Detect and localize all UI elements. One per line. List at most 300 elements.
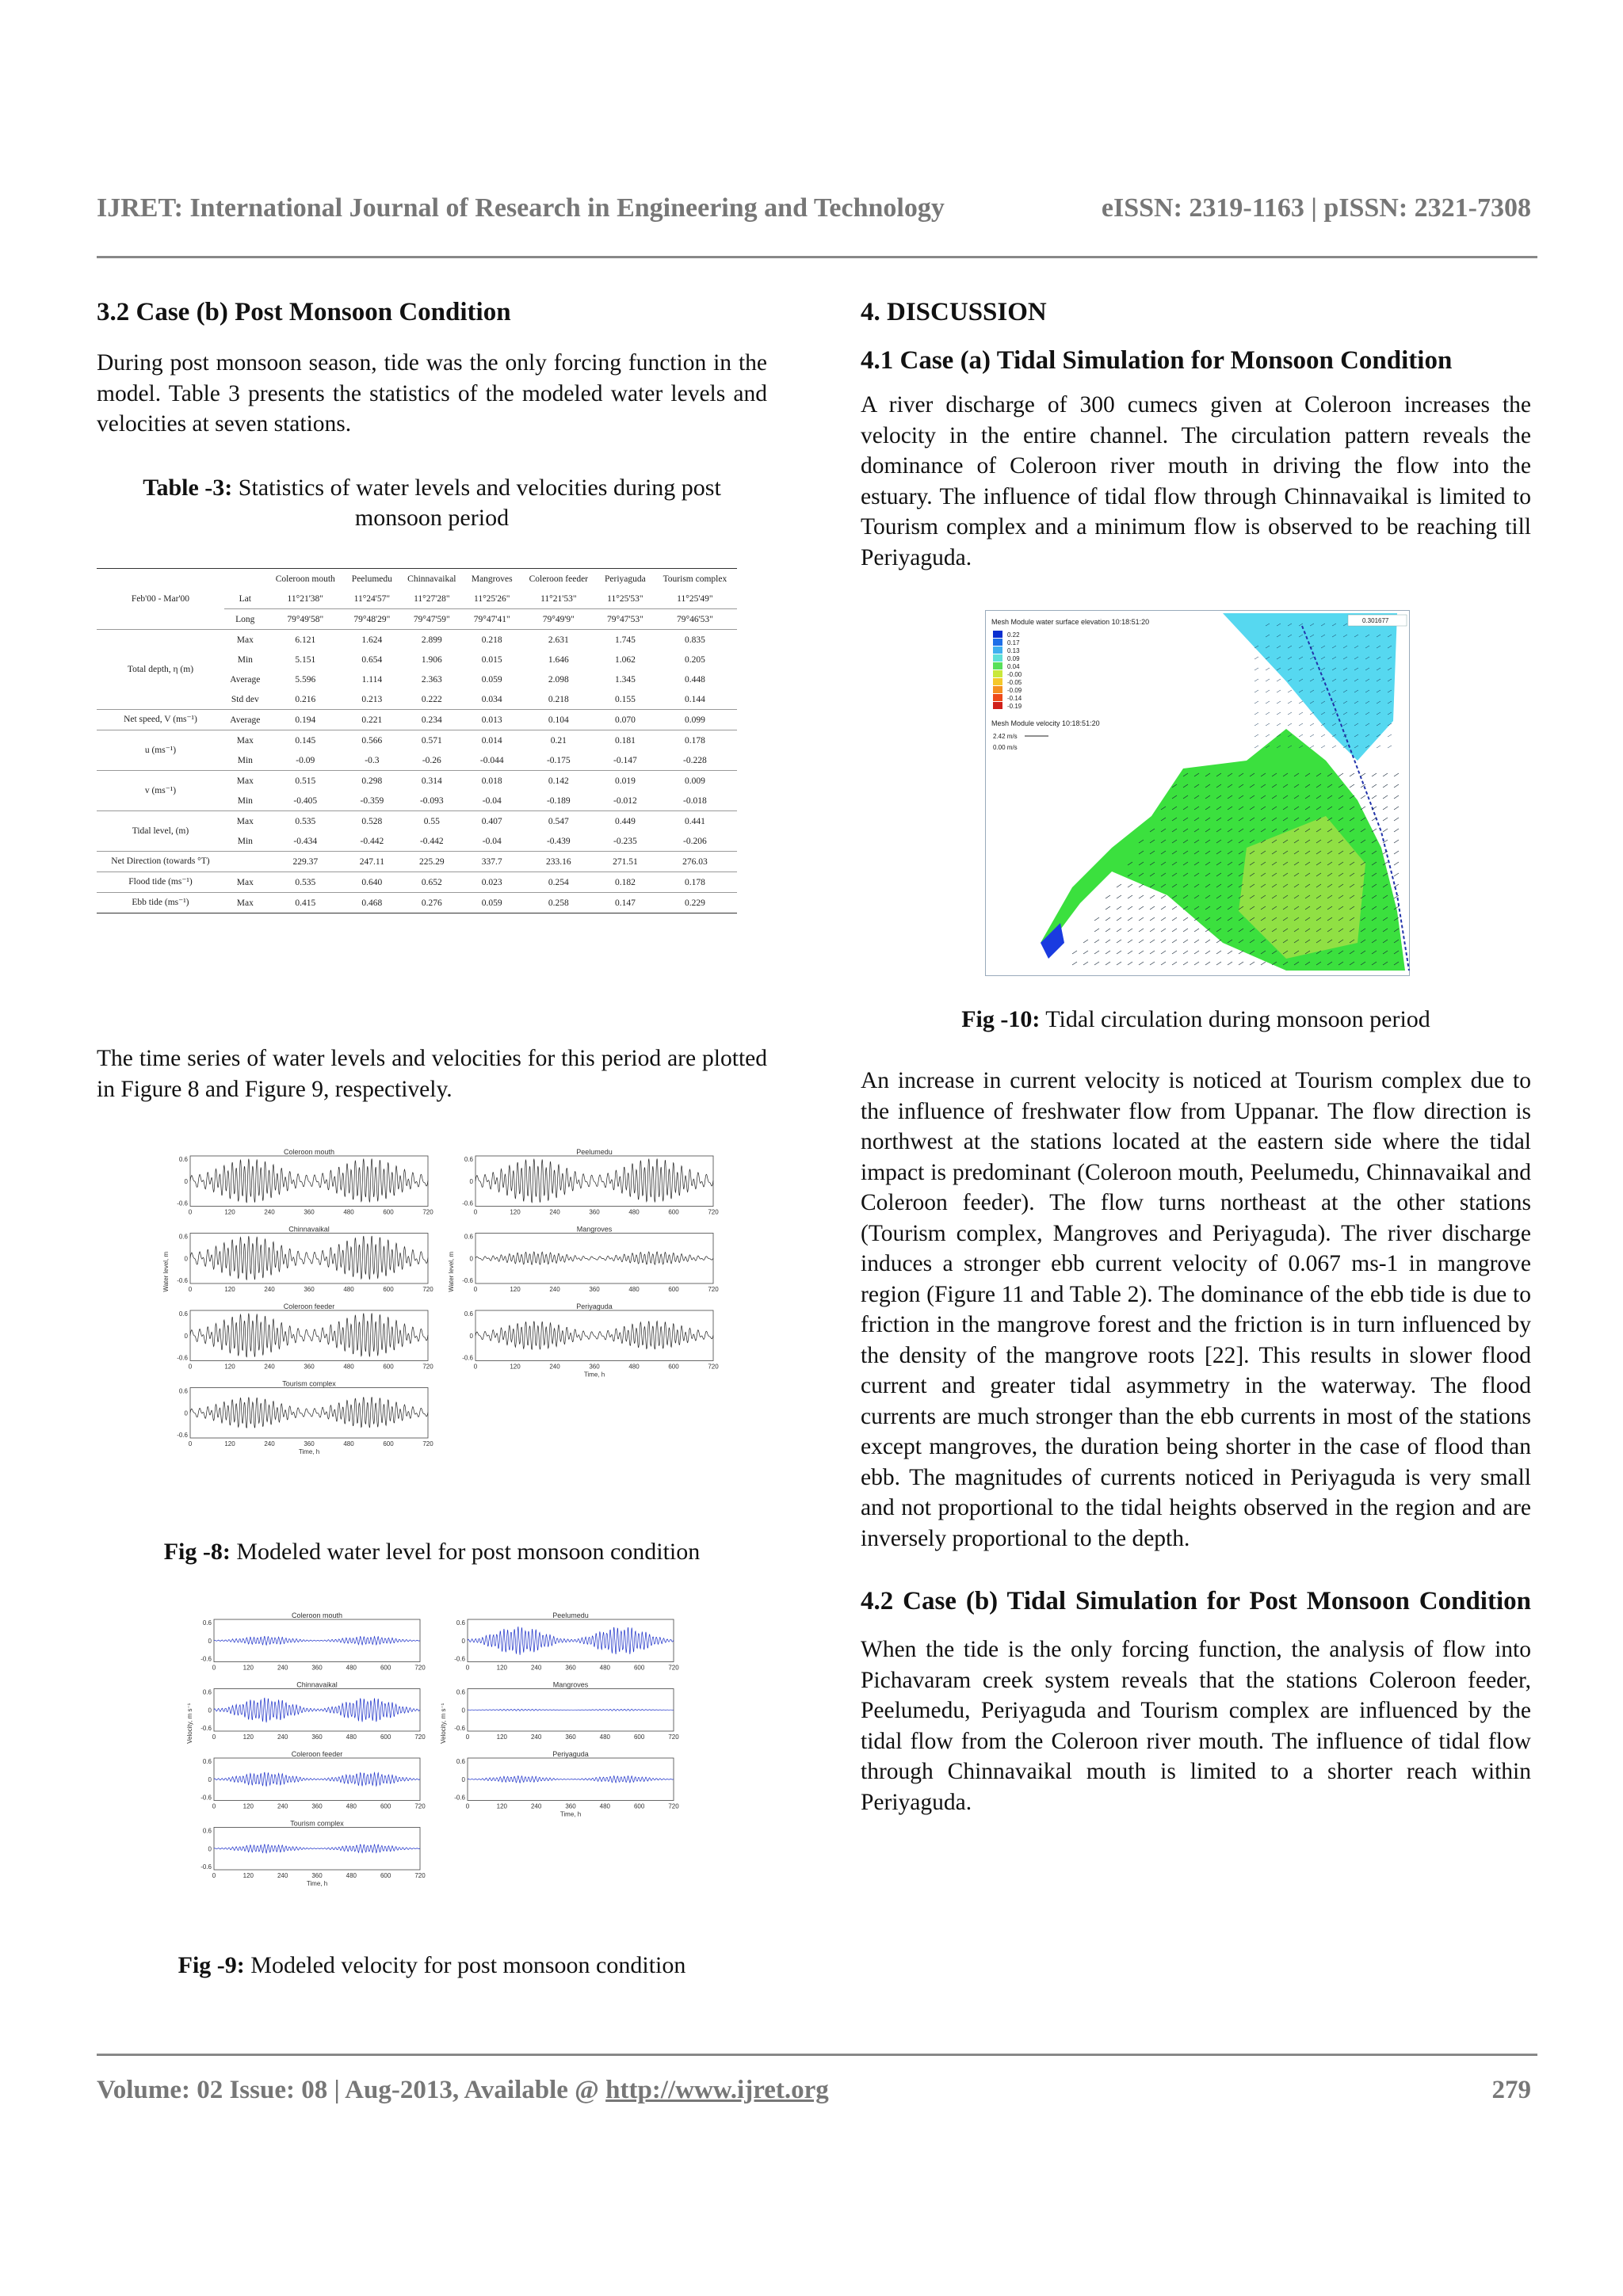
table-group-label: Ebb tide (ms⁻¹) [97,893,224,913]
y-tick-label: 0 [461,1775,465,1783]
y-tick-label: -0.6 [177,1432,188,1439]
table-cell: 0.013 [464,710,520,730]
y-axis-label: Velocity, m s⁻¹ [186,1703,193,1744]
x-tick-label: 720 [668,1802,679,1810]
x-axis-label: Time, h [306,1880,328,1887]
y-axis-label: Water level, m [448,1251,455,1292]
legend-title-velocity: Mesh Module velocity 10:18:51:20 [991,719,1100,727]
panel-frame [475,1156,713,1207]
footer-url-link[interactable]: http://www.ijret.org [605,2076,829,2104]
figure-9-caption-text: Modeled velocity for post monsoon condition [244,1952,686,1978]
x-tick-label: 360 [304,1363,315,1371]
table-cell: -0.04 [482,795,502,806]
x-tick-label: 240 [530,1733,542,1741]
x-tick-label: 120 [242,1802,254,1810]
x-tick-label: 360 [589,1286,600,1293]
table-cell: 0.018 [464,771,520,791]
y-tick-label: 0 [184,1332,188,1340]
x-tick-label: 600 [380,1664,391,1672]
x-tick-label: 720 [668,1733,679,1741]
x-tick-label: 720 [422,1363,433,1371]
x-tick-label: 600 [383,1363,394,1371]
x-tick-label: 720 [414,1802,426,1810]
y-tick-label: 0.6 [202,1619,212,1627]
panel-title: Peelumedu [576,1148,613,1156]
legend-value: -0.19 [1007,703,1022,710]
table-cell: 0.213 [361,694,383,704]
table-cell: 11°27'28" [414,593,450,604]
x-tick-label: 0 [465,1802,470,1810]
table-cell: 0.835 [653,630,737,650]
table-sub-label: Average [224,710,266,730]
x-tick-label: 120 [224,1363,235,1371]
table-sub-label: Std dev [231,694,259,704]
x-tick-label: 720 [708,1208,719,1216]
y-tick-label: 0.6 [178,1156,188,1163]
panel-title: Tourism complex [282,1379,336,1388]
header-rule [97,256,1537,258]
table-cell: 6.121 [266,630,345,650]
figure-10-label: Fig -10: [961,1006,1041,1032]
table-cell: 0.298 [345,771,399,791]
y-axis-label: Water level, m [162,1251,170,1292]
legend-value: 0.13 [1007,647,1020,654]
table-sub-label: Max [224,872,266,893]
table-cell: 0.059 [481,674,502,685]
x-tick-label: 480 [343,1286,354,1293]
y-tick-label: -0.6 [200,1794,212,1802]
table-header-station: Mangroves [464,569,520,589]
x-tick-label: 240 [549,1286,560,1293]
x-tick-label: 120 [242,1733,254,1741]
table-cell: 0.205 [684,654,705,665]
table-cell: 0.218 [464,630,520,650]
y-tick-label: 0.6 [202,1758,212,1765]
table-cell: 0.652 [399,872,464,893]
table-cell: 2.899 [399,630,464,650]
x-tick-label: 600 [633,1664,645,1672]
paragraph-3-2: During post monsoon season, tide was the only forcing function in the model. Table 3 presents the statistics of the modeled water levels and velocities at seven stations. [97,350,767,437]
paragraph-timeseries: The time series of water levels and velocities for this period are plotted in Figure 8 and Figure 9, respectively. [97,1046,767,1102]
table-sub-label: Min [237,795,253,806]
table-cell: 0.640 [345,872,399,893]
table-sub-label: Max [224,893,266,913]
table-period-cell: Feb'00 - Mar'00 [97,569,224,630]
section-4-title: 4. DISCUSSION [861,298,1047,326]
paragraph-4-2: When the tide is the only forcing function, the analysis of flow into Pichavaram creek system reveals that the stations Coleroon feeder, Peelumedu, Periyaguda and Tourism complex are influenced by the tidal flow from the Coleroon river mouth. The influence of tidal flow through Chinnavaikal mouth is limited to a shorter reach within Periyaguda. [861,1637,1531,1815]
table-cell: 276.03 [653,852,737,872]
figure-8-label: Fig -8: [163,1539,231,1565]
y-tick-label: 0 [469,1177,473,1185]
table-cell: -0.442 [360,836,384,846]
table-header-station: Coleroon mouth [266,569,345,589]
table-cell: 0.019 [598,771,653,791]
table-cell: 5.596 [295,674,316,685]
max-value-label: 0.301677 [1362,617,1389,624]
right-column-2 [861,1066,1531,1817]
x-tick-label: 720 [414,1664,426,1672]
table-row [97,771,737,791]
table-cell: -0.012 [613,795,637,806]
table-sub-label [224,852,266,872]
legend-swatch [993,678,1002,685]
table-cell: 0.147 [598,893,653,913]
table-cell: 271.51 [598,852,653,872]
table-cell: 79°49'58" [266,609,345,630]
panel-title: Peelumedu [552,1611,589,1619]
y-tick-label: 0.6 [464,1156,473,1163]
panel-title: Coleroon mouth [283,1148,335,1156]
panel-title: Mangroves [576,1225,613,1234]
y-tick-label: 0.6 [464,1233,473,1241]
x-tick-label: 480 [628,1208,640,1216]
table-sub-label: Long [224,609,266,630]
x-tick-label: 600 [380,1802,391,1810]
x-tick-label: 480 [599,1664,611,1672]
table-header-station: Tourism complex [653,569,737,589]
table-row [97,710,737,730]
y-tick-label: 0.6 [178,1233,188,1241]
figure-9-label: Fig -9: [178,1952,245,1978]
y-tick-label: 0 [469,1255,473,1263]
figure-10-circulation-map [985,610,1410,976]
x-tick-label: 0 [473,1286,478,1293]
table-header-blank [224,569,266,589]
table-cell: 0.654 [361,654,383,665]
y-tick-label: -0.6 [200,1725,212,1732]
table-cell: -0.26 [422,755,441,765]
panel-title: Coleroon feeder [283,1302,335,1310]
table-group-label: v (ms⁻¹) [97,771,224,811]
x-tick-label: 600 [383,1440,394,1447]
y-tick-label: 0 [208,1845,212,1853]
x-tick-label: 720 [414,1733,426,1741]
table-cell: 0.254 [520,872,598,893]
panel-frame [190,1234,428,1284]
table-header-station: Peelumedu [345,569,399,589]
table-cell: -0.405 [293,795,318,806]
x-tick-label: 600 [668,1363,679,1371]
table-cell: -0.09 [296,755,315,765]
y-axis-label: Velocity, m s⁻¹ [440,1703,447,1744]
y-tick-label: 0 [461,1637,465,1645]
footer [97,2076,1531,2105]
paragraph-4-1: A river discharge of 300 cumecs given at Coleroon increases the velocity in the entire channel. The circulation pattern reveals the dominance of Coleroon river mouth in driving the flow into the estuary. The influence of tidal flow through Chinnavaikal is limited to Tourism complex and a minimum flow is observed to be reaching till Periyaguda. [861,392,1531,570]
panel-title: Periyaguda [552,1750,589,1758]
table-cell: 0.441 [653,811,737,832]
plot-panel [200,1681,426,1741]
y-tick-label: 0 [208,1775,212,1783]
x-tick-label: 120 [510,1208,521,1216]
x-tick-label: 600 [668,1286,679,1293]
table-cell: 0.55 [399,811,464,832]
table-cell: -0.018 [683,795,707,806]
x-axis-label: Time, h [583,1371,605,1379]
table-cell: 0.059 [464,893,520,913]
x-tick-label: 600 [668,1208,679,1216]
x-tick-label: 240 [549,1363,560,1371]
x-tick-label: 120 [242,1664,254,1672]
y-tick-label: 0.6 [456,1619,465,1627]
y-tick-label: -0.6 [177,1199,188,1207]
y-tick-label: -0.6 [462,1199,473,1207]
plot-panel [462,1302,719,1379]
table-cell: -0.442 [419,836,444,846]
table-cell: -0.434 [293,836,318,846]
legend-value: 0.17 [1007,639,1020,646]
x-tick-label: 240 [277,1802,288,1810]
plot-panel [454,1750,679,1818]
x-tick-label: 0 [212,1733,216,1741]
x-tick-label: 120 [224,1440,235,1447]
plot-panel [454,1611,679,1672]
x-tick-label: 720 [708,1286,719,1293]
y-tick-label: 0.6 [178,1310,188,1318]
table-cell: 0.528 [345,811,399,832]
table-cell: 0.221 [345,710,399,730]
table-cell: 0.407 [464,811,520,832]
y-tick-label: 0.6 [456,1688,465,1696]
table-cell: 0.194 [266,710,345,730]
table-cell: 79°48'29" [345,609,399,630]
table-cell: 0.216 [295,694,316,704]
x-tick-label: 360 [589,1363,600,1371]
section-4-2-title: 4.2 Case (b) Tidal Simulation for Post Monsoon Condition [861,1587,1531,1615]
table-cell: 11°21'38" [287,593,323,604]
x-tick-label: 0 [188,1286,193,1293]
x-tick-label: 360 [589,1208,600,1216]
figure-10-caption-text: Tidal circulation during monsoon period [1040,1006,1430,1032]
y-tick-label: 0.6 [202,1827,212,1835]
table-header-station: Periyaguda [598,569,653,589]
figure-9-velocity [182,1608,689,1909]
section-4-1-title: 4.1 Case (a) Tidal Simulation for Monsoon Condition [861,346,1453,375]
y-tick-label: -0.6 [200,1655,212,1663]
table-group-label: Total depth, η (m) [97,630,224,710]
legend-value: -0.00 [1007,671,1022,678]
table-sub-label: Min [237,654,253,665]
table-cell: -0.206 [683,836,707,846]
table-cell: 11°25'53" [607,593,643,604]
table-cell: -0.228 [683,755,707,765]
table-row [97,630,737,650]
vector-zero-label: 0.00 m/s [993,744,1018,751]
x-tick-label: 240 [530,1802,542,1810]
plot-panel [200,1611,426,1672]
legend-swatch [993,702,1002,709]
figure-8-caption-text: Modeled water level for post monsoon condition [230,1539,701,1565]
page-number: 279 [1491,2076,1531,2104]
section-3-2-title: 3.2 Case (b) Post Monsoon Condition [97,298,511,326]
journal-title: IJRET: International Journal of Research in Engineering and Technology [97,193,945,223]
table-cell: 0.034 [481,694,502,704]
table-cell: 0.178 [653,730,737,751]
panel-frame [190,1388,428,1439]
x-tick-label: 120 [496,1664,508,1672]
x-tick-label: 480 [346,1872,357,1879]
figure-8-caption [97,1537,767,1567]
table-cell: 0.566 [345,730,399,751]
table-sub-label: Lat [239,593,251,604]
right-column [861,298,1531,573]
legend-value: 0.09 [1007,655,1020,662]
y-tick-label: -0.6 [454,1655,465,1663]
y-tick-label: 0 [184,1177,188,1185]
table-cell: -0.147 [613,755,637,765]
table-cell: 0.178 [653,872,737,893]
table-group-label: Flood tide (ms⁻¹) [97,872,224,893]
x-tick-label: 240 [277,1664,288,1672]
table-cell: 229.37 [266,852,345,872]
legend-swatch [993,662,1002,669]
x-tick-label: 360 [304,1208,315,1216]
table-header-station: Chinnavaikal [399,569,464,589]
table-group-label: Tidal level, (m) [97,811,224,852]
table-cell: -0.04 [482,836,502,846]
statistics-table [97,568,737,913]
x-tick-label: 360 [311,1664,323,1672]
table-3-caption-text: Statistics of water levels and velocities during post monsoon period [232,474,721,531]
table-cell: 2.098 [548,674,569,685]
legend-swatch [993,670,1002,677]
x-tick-label: 720 [708,1363,719,1371]
plot-panel [462,1148,719,1216]
x-tick-label: 360 [304,1286,315,1293]
x-tick-label: 0 [212,1872,216,1879]
x-tick-label: 360 [311,1872,323,1879]
x-tick-label: 0 [473,1363,478,1371]
y-tick-label: 0 [469,1332,473,1340]
table-cell: 225.29 [399,852,464,872]
x-tick-label: 0 [188,1208,193,1216]
x-axis-label: Time, h [298,1448,320,1455]
table-cell: 0.21 [520,730,598,751]
panel-title: Tourism complex [290,1819,344,1828]
y-tick-label: 0 [208,1637,212,1645]
table-cell: 0.468 [345,893,399,913]
paragraph-discussion: An increase in current velocity is noticed at Tourism complex due to the influence of freshwater flow from Uppanar. The flow direction is northwest at the stations located at the eastern side where the tidal impact is predominant (Coleroon mouth, Peelumedu, Chinnavaikal and Coleroon feeder). The flow turns northeast at the other stations (Tourism complex, Mangroves and Periyaguda). The river discharge induces a stronger ebb current velocity of 0.067 ms-1 in mangrove region (Figure 11 and Table 2). The dominance of the ebb tide is due to friction in the mangrove forest and the friction is in turn influenced by the density of the mangrove roots [22]. This results in slower flood current and greater tidal asymmetry in the waterway. The flood currents are much stronger than the ebb currents in most of the stations except mangroves, the duration being shorter in the case of flood than ebb. The magnitudes of currents noticed in Periyaguda is very small and not proportional to the tidal heights observed in the region and are inversely proportional to the depth. [861,1068,1531,1551]
x-tick-label: 600 [380,1872,391,1879]
legend-value: 0.04 [1007,663,1020,670]
table-cell: 0.009 [653,771,737,791]
footer-rule [97,2054,1537,2056]
y-tick-label: -0.6 [177,1354,188,1362]
table-cell: 0.070 [598,710,653,730]
y-tick-label: 0.6 [202,1688,212,1696]
table-cell: -0.189 [546,795,571,806]
x-tick-label: 0 [465,1664,470,1672]
x-tick-label: 720 [422,1286,433,1293]
table-3 [97,568,737,913]
legend-swatch [993,646,1002,654]
x-tick-label: 600 [380,1733,391,1741]
running-header [97,193,1531,223]
x-tick-label: 360 [311,1733,323,1741]
x-tick-label: 480 [628,1363,640,1371]
table-sub-label: Min [237,755,253,765]
legend-swatch [993,631,1002,638]
x-tick-label: 240 [264,1440,275,1447]
table-cell: 0.314 [399,771,464,791]
x-axis-label: Time, h [559,1810,582,1818]
table-cell: 0.155 [614,694,636,704]
y-tick-label: -0.6 [454,1794,465,1802]
table-cell: 79°46'53" [653,609,737,630]
table-row [97,893,737,913]
panel-title: Periyaguda [576,1302,613,1310]
table-sub-label: Max [224,630,266,650]
y-tick-label: -0.6 [200,1863,212,1871]
table-cell: 0.015 [481,654,502,665]
panel-frame [190,1310,428,1361]
x-tick-label: 240 [277,1872,288,1879]
table-row [97,872,737,893]
plot-panel [177,1226,433,1294]
x-tick-label: 0 [188,1440,193,1447]
table-cell: 0.182 [598,872,653,893]
y-tick-label: 0 [184,1255,188,1263]
plot-panel [177,1380,433,1456]
table-3-caption [97,473,767,533]
x-tick-label: 240 [530,1664,542,1672]
x-tick-label: 240 [264,1286,275,1293]
table-row [97,852,737,872]
y-tick-label: 0.6 [464,1310,473,1318]
y-tick-label: 0 [208,1707,212,1714]
table-cell: 0.181 [598,730,653,751]
x-tick-label: 360 [565,1802,576,1810]
legend-value: -0.14 [1007,695,1022,702]
y-tick-label: 0.6 [178,1387,188,1395]
figure-10-caption [861,1005,1531,1035]
legend-swatch [993,686,1002,693]
x-tick-label: 720 [422,1440,433,1447]
table-cell: 1.646 [548,654,569,665]
table-sub-label: Max [224,730,266,751]
table-cell: 337.7 [464,852,520,872]
panel-title: Chinnavaikal [288,1225,330,1234]
legend-value: -0.05 [1007,679,1022,686]
x-tick-label: 120 [224,1286,235,1293]
table-cell: 0.276 [399,893,464,913]
x-tick-label: 600 [383,1208,394,1216]
table-cell: -0.235 [613,836,637,846]
table-cell: -0.044 [479,755,504,765]
table-cell: 79°47'59" [399,609,464,630]
table-cell: 0.014 [464,730,520,751]
plot-panel [200,1820,426,1888]
issn: eISSN: 2319-1163 | pISSN: 2321-7308 [1101,193,1531,223]
table-cell: 0.449 [598,811,653,832]
table-cell: 1.062 [614,654,636,665]
x-tick-label: 120 [510,1363,521,1371]
table-cell: 1.906 [421,654,442,665]
plot-panel [200,1750,426,1810]
x-tick-label: 240 [277,1733,288,1741]
table-cell: 0.229 [653,893,737,913]
table-cell: 0.104 [520,710,598,730]
table-cell: 0.515 [266,771,345,791]
table-cell: -0.3 [365,755,380,765]
y-tick-label: 0 [461,1707,465,1714]
x-tick-label: 480 [343,1440,354,1447]
x-tick-label: 480 [343,1363,354,1371]
panel-title: Mangroves [552,1680,589,1689]
plot-panel [462,1226,719,1294]
left-column [97,298,767,533]
x-tick-label: 120 [496,1733,508,1741]
table-cell: -0.439 [546,836,571,846]
